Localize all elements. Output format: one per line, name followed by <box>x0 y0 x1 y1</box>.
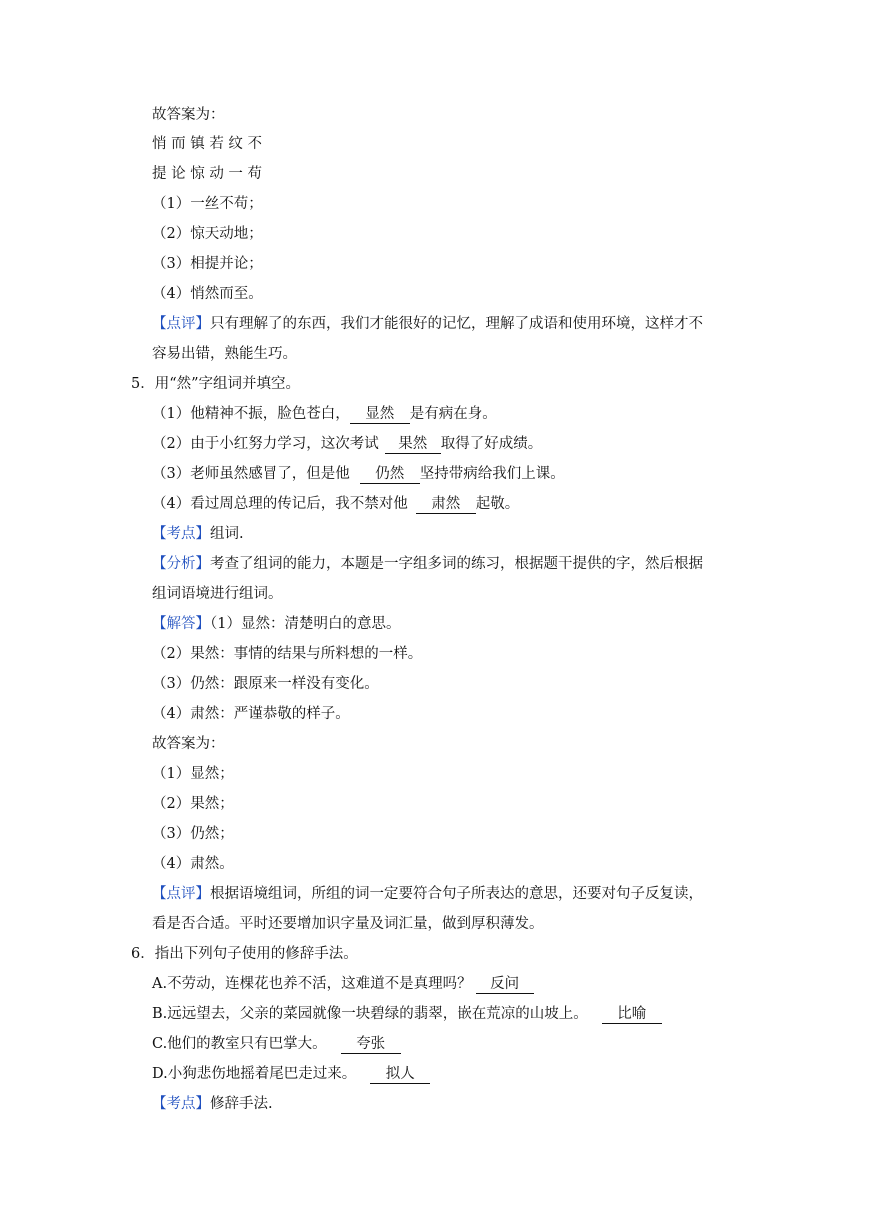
answer-item: （4）肃然。 <box>152 856 234 872</box>
question-text: 用“然”字组词并填空。 <box>154 376 301 392</box>
rhetoric-sentence: C.他们的教室只有巴掌大。 <box>152 1036 327 1052</box>
rhetoric-answer: 夸张 <box>341 1035 401 1054</box>
rhetoric-answer: 拟人 <box>370 1065 430 1084</box>
rhetoric-sentence: D.小狗悲伤地摇着尾巴走过来。 <box>152 1066 357 1082</box>
question-6-title <box>131 944 358 964</box>
fill-text-after: 取得了好成绩。 <box>440 436 543 452</box>
answer-item: （4）悄然而至。 <box>152 286 263 302</box>
rhetoric-answer: 比喻 <box>602 1005 662 1024</box>
fill-text-before: （3）老师虽然感冒了，但是他 <box>152 466 350 482</box>
kaodian-text: 修辞手法. <box>210 1096 273 1112</box>
comment-line-2: 容易出错，熟能生巧。 <box>152 346 297 362</box>
comment-tag: 【点评】 <box>152 316 210 332</box>
answer-item: （3）仍然； <box>152 826 234 842</box>
question-number: 6． <box>131 946 155 962</box>
fill-item <box>152 404 497 424</box>
fill-blank: 显然 <box>350 405 410 424</box>
fill-text-after: 坚持带病给我们上课。 <box>419 466 565 482</box>
jieda-item: （3）仍然：跟原来一样没有变化。 <box>152 676 379 692</box>
fill-blank: 果然 <box>385 435 441 454</box>
fill-text-after: 起敬。 <box>475 496 520 512</box>
fill-text-before: （4）看过周总理的传记后，我不禁对他 <box>152 496 408 512</box>
answer-item: （2）惊天动地； <box>152 226 263 242</box>
answer-item: （2）果然； <box>152 796 234 812</box>
rhetoric-item <box>152 1064 430 1084</box>
fenxi-line-2: 组词语境进行组词。 <box>152 586 283 602</box>
comment-text: 根据语境组词，所组的词一定要符合句子所表达的意思，还要对句子反复读， <box>210 886 703 902</box>
answer-item: （1）显然； <box>152 766 234 782</box>
fill-text-after: 是有病在身。 <box>409 406 497 422</box>
fill-blank: 肃然 <box>416 495 476 514</box>
rhetoric-answer: 反问 <box>476 975 534 994</box>
fenxi-text: 考查了组词的能力，本题是一字组多词的练习，根据题干提供的字，然后根据 <box>210 556 703 572</box>
fill-blank: 仍然 <box>360 465 420 484</box>
fill-text-before: （2）由于小红努力学习，这次考试 <box>152 436 379 452</box>
kaodian-text: 组词. <box>210 526 244 542</box>
answer-item: （3）相提并论； <box>152 256 263 272</box>
rhetoric-item <box>152 1034 401 1054</box>
fill-item <box>152 434 542 454</box>
answer-item: （1）一丝不苟； <box>152 196 263 212</box>
rhetoric-item <box>152 974 534 994</box>
jieda-line <box>152 614 400 634</box>
comment-line <box>152 314 703 334</box>
question-text: 指出下列句子使用的修辞手法。 <box>154 946 358 962</box>
comment-line <box>152 884 703 904</box>
fill-text-before: （1）他精神不振，脸色苍白， <box>152 406 350 422</box>
fill-item <box>152 464 565 484</box>
jieda-item: （4）肃然：严谨恭敬的样子。 <box>152 706 350 722</box>
answer-label: 故答案为： <box>152 736 225 752</box>
jieda-text: （1）显然：清楚明白的意思。 <box>210 616 401 632</box>
kaodian-line <box>152 1094 273 1114</box>
comment-tag: 【点评】 <box>152 886 210 902</box>
jieda-tag: 【解答】 <box>152 616 210 632</box>
fenxi-tag: 【分析】 <box>152 556 210 572</box>
comment-line-2: 看是否合适。平时还要增加识字量及词汇量，做到厚积薄发。 <box>152 916 544 932</box>
jieda-item: （2）果然：事情的结果与所料想的一样。 <box>152 646 423 662</box>
kaodian-tag: 【考点】 <box>152 526 210 542</box>
char-row-1: 悄 而 镇 若 纹 不 <box>152 136 263 152</box>
question-number: 5． <box>131 376 155 392</box>
rhetoric-sentence: B.远远望去，父亲的菜园就像一块碧绿的翡翠，嵌在荒凉的山坡上。 <box>152 1006 588 1022</box>
fenxi-line <box>152 554 703 574</box>
kaodian-line <box>152 524 244 544</box>
char-row-2: 提 论 惊 动 一 苟 <box>152 166 263 182</box>
rhetoric-item <box>152 1004 662 1024</box>
comment-text: 只有理解了的东西，我们才能很好的记忆，理解了成语和使用环境，这样才不 <box>210 316 703 332</box>
fill-item <box>152 494 519 514</box>
answer-label: 故答案为： <box>152 107 225 123</box>
question-5-title <box>131 374 300 394</box>
kaodian-tag: 【考点】 <box>152 1096 210 1112</box>
rhetoric-sentence: A.不劳动，连棵花也养不活，这难道不是真理吗？ <box>152 976 472 992</box>
